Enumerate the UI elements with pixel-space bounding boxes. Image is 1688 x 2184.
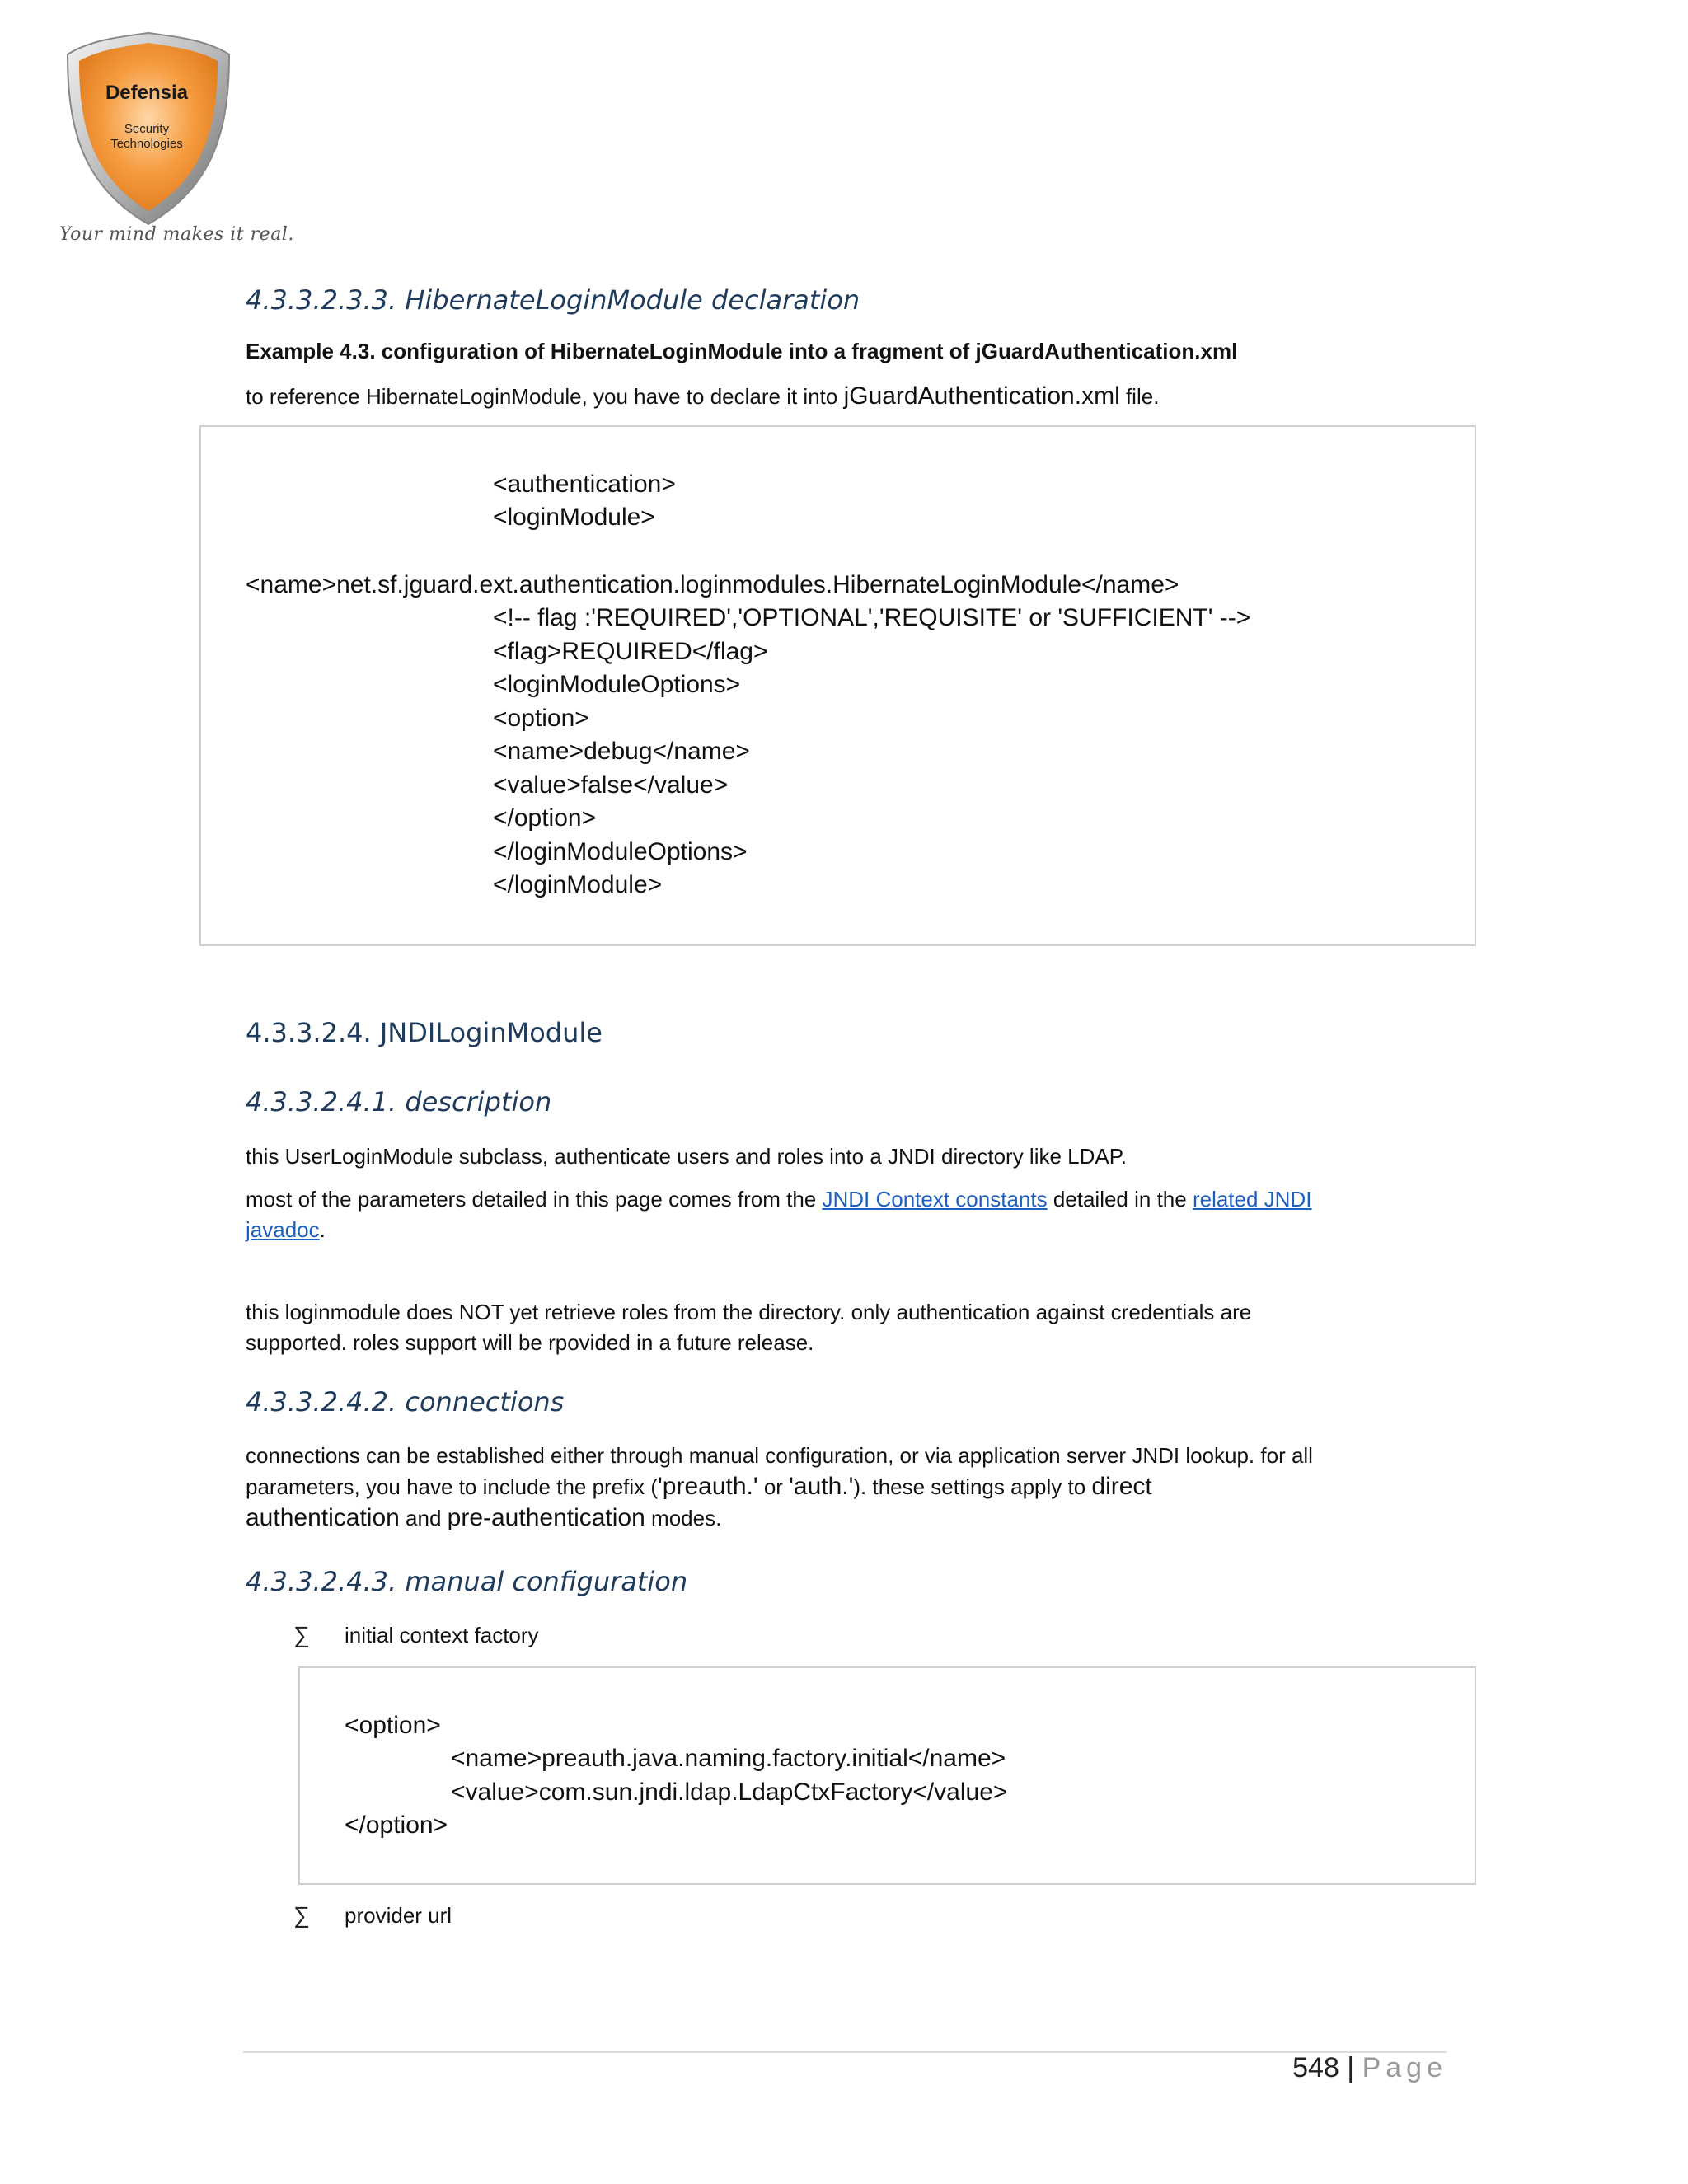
code-line: <option> bbox=[493, 705, 589, 732]
code-line: <option> bbox=[345, 1712, 441, 1739]
page-label: Page bbox=[1362, 2052, 1447, 2083]
conn-pre-authentication: pre-authentication bbox=[447, 1504, 645, 1531]
code-line: <name>net.sf.jguard.ext.authentication.loginmodules.HibernateLoginModule</name> bbox=[246, 571, 1179, 598]
conn-direct: direct bbox=[1091, 1473, 1152, 1500]
jndi-context-constants-link[interactable]: JNDI Context constants bbox=[822, 1187, 1048, 1212]
conn-auth: 'auth.' bbox=[789, 1473, 854, 1500]
code-line: <loginModule> bbox=[493, 504, 655, 531]
conn-text: modes. bbox=[645, 1506, 722, 1530]
hibernate-intro bbox=[246, 381, 1159, 412]
related-jndi-javadoc-link-cont[interactable]: javadoc bbox=[246, 1217, 320, 1242]
conn-authentication: authentication bbox=[246, 1504, 400, 1531]
logo-subtitle-1: Security bbox=[124, 122, 170, 136]
logo-tagline: Your mind makes it real. bbox=[59, 224, 294, 245]
desc-text: most of the parameters detailed in this page comes from the bbox=[246, 1187, 823, 1212]
intro-text: to reference HibernateLoginModule, you have to declare it into bbox=[246, 384, 844, 409]
code-block-hibernate bbox=[199, 425, 1476, 946]
related-jndi-javadoc-link[interactable]: related JNDI bbox=[1192, 1187, 1312, 1212]
desc-text: detailed in the bbox=[1047, 1187, 1193, 1212]
code-line: <name>preauth.java.naming.factory.initial</name> bbox=[451, 1745, 1006, 1772]
example-caption: Example 4.3. configuration of HibernateLoginModule into a fragment of jGuardAuthentication.xml bbox=[246, 339, 1238, 363]
code-line: <!-- flag :'REQUIRED','OPTIONAL','REQUISITE' or 'SUFFICIENT' --> bbox=[493, 604, 1251, 631]
code-line: </option> bbox=[493, 804, 597, 832]
code-line: <loginModuleOptions> bbox=[493, 671, 741, 698]
desc-p3-line1: this loginmodule does NOT yet retrieve roles from the directory. only authentication against credentials are bbox=[246, 1300, 1252, 1324]
code-line: <authentication> bbox=[493, 471, 676, 498]
bullet-item-provider-url: provider url bbox=[345, 1903, 452, 1928]
intro-text-end: file. bbox=[1119, 384, 1160, 409]
heading-jndi-loginmodule: 4.3.3.2.4. JNDILoginModule bbox=[246, 1017, 603, 1048]
code-line: <name>debug</name> bbox=[493, 738, 750, 765]
heading-manual-configuration: 4.3.3.2.4.3. manual configuration bbox=[246, 1566, 688, 1597]
logo-subtitle-2: Technologies bbox=[110, 137, 183, 151]
intro-file: jGuardAuthentication.xml bbox=[843, 382, 1120, 410]
heading-connections: 4.3.3.2.4.2. connections bbox=[246, 1386, 565, 1418]
heading-hibernate-declaration: 4.3.3.2.3.3. HibernateLoginModule declaration bbox=[246, 284, 860, 316]
conn-line1: connections can be established either through manual configuration, or via application server JNDI lookup. for all bbox=[246, 1443, 1313, 1468]
conn-text: or bbox=[757, 1474, 790, 1499]
footer-divider bbox=[243, 2051, 1447, 2053]
page-number bbox=[1292, 2052, 1447, 2084]
code-line: <value>com.sun.jndi.ldap.LdapCtxFactory</value> bbox=[451, 1779, 1008, 1806]
page-number-value: 548 bbox=[1292, 2052, 1339, 2083]
description-paragraph-1: this UserLoginModule subclass, authenticate users and roles into a JNDI directory like LDAP. bbox=[246, 1144, 1127, 1169]
code-line: </loginModuleOptions> bbox=[493, 838, 748, 865]
heading-description: 4.3.3.2.4.1. description bbox=[246, 1086, 552, 1118]
code-line: </loginModule> bbox=[493, 871, 663, 898]
bullet-sigma-icon: ∑ bbox=[293, 1622, 310, 1647]
conn-text: ). these settings apply to bbox=[853, 1474, 1092, 1499]
code-line: <flag>REQUIRED</flag> bbox=[493, 638, 768, 665]
connections-paragraph bbox=[246, 1441, 1313, 1534]
defensia-logo bbox=[58, 30, 239, 252]
bullet-item-initial-context-factory: initial context factory bbox=[345, 1623, 539, 1647]
bullet-sigma-icon: ∑ bbox=[293, 1902, 310, 1928]
logo-brand: Defensia bbox=[105, 82, 189, 104]
desc-p3-line2: supported. roles support will be rpovided in a future release. bbox=[246, 1330, 814, 1355]
conn-preauth: 'preauth.' bbox=[658, 1473, 758, 1500]
page-separator: | bbox=[1339, 2052, 1362, 2083]
description-paragraph-2 bbox=[246, 1184, 1482, 1245]
description-paragraph-3 bbox=[246, 1297, 1251, 1358]
conn-text: parameters, you have to include the prefix ( bbox=[246, 1474, 659, 1499]
code-line: <value>false</value> bbox=[493, 771, 729, 799]
conn-text: and bbox=[399, 1506, 448, 1530]
desc-text-end: . bbox=[319, 1217, 326, 1242]
code-line: </option> bbox=[345, 1811, 448, 1839]
